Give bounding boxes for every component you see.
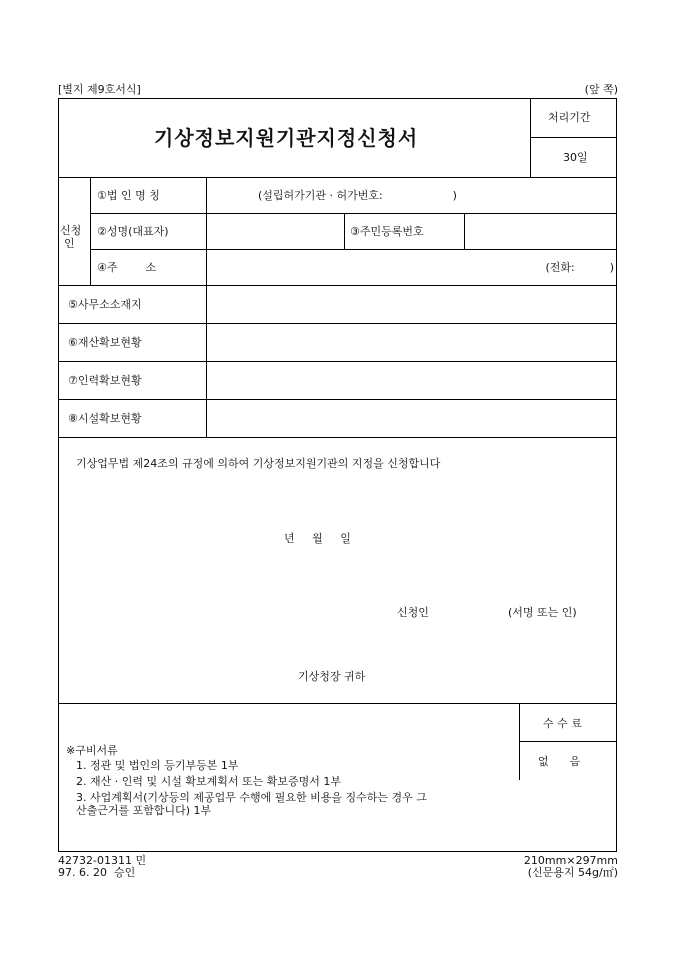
required-document-item: 2. 재산 · 인력 및 시설 확보계획서 또는 확보증명서 1부 <box>76 775 341 788</box>
application-statement: 기상업무법 제24조의 규정에 의하여 기상정보지원기관의 지정을 신청합니다 <box>76 457 441 470</box>
required-documents-heading: ※구비서류 <box>66 744 118 757</box>
fee-label: 수 수 료 <box>543 717 582 730</box>
paper-size: 210mm×297mm <box>523 854 618 867</box>
phone-label: (전화: ) <box>545 261 614 274</box>
corp-name-hint: (설립허가기관 · 허가번호: ) <box>258 189 457 202</box>
processing-period-label: 처리기간 <box>548 111 591 124</box>
row-divider <box>58 177 617 178</box>
recipient-label: 기상청장 귀하 <box>298 670 366 683</box>
page-side-label: (앞 쪽) <box>584 83 618 96</box>
required-document-item: 산출근거를 포함합니다) 1부 <box>76 804 212 817</box>
applicant-signature-label: 신청인 <box>397 606 429 619</box>
row-divider <box>90 249 617 250</box>
fee-value: 없 음 <box>538 755 581 768</box>
col-divider <box>519 703 520 780</box>
staff-status-label: ⑦인력확보현황 <box>68 374 142 387</box>
col-divider <box>90 177 91 285</box>
row-divider <box>58 361 617 362</box>
representative-name-label: ②성명(대표자) <box>97 225 169 238</box>
row-divider <box>58 323 617 324</box>
col-divider <box>464 213 465 249</box>
approval-number: 42732-01311 민 <box>58 854 147 867</box>
row-divider <box>58 399 617 400</box>
required-document-item: 1. 정관 및 법인의 등기부등본 1부 <box>76 759 239 772</box>
required-document-item: 3. 사업계획서(기상등의 제공업무 수행에 필요한 비용을 징수하는 경우 그 <box>76 791 427 804</box>
applicant-group-label: 신청 <box>60 224 82 237</box>
paper-type: (신문용지 54g/㎡) <box>527 866 618 879</box>
office-location-label: ⑤사무소소재지 <box>68 298 142 311</box>
asset-status-label: ⑥재산확보현황 <box>68 336 142 349</box>
col-divider <box>530 98 531 177</box>
approval-date: 97. 6. 20 승인 <box>58 866 136 879</box>
corp-name-label: ①법 인 명 칭 <box>97 189 160 202</box>
row-divider <box>519 741 617 742</box>
processing-period-value: 30일 <box>563 151 588 164</box>
address-label: ④주 소 <box>97 261 157 274</box>
col-divider <box>206 177 207 437</box>
form-frame <box>58 98 617 852</box>
resident-number-label: ③주민등록번호 <box>350 225 424 238</box>
form-title: 기상정보지원기관지정신청서 <box>154 126 419 150</box>
form-number-label: [별지 제9호서식] <box>58 83 141 96</box>
row-divider <box>90 213 617 214</box>
applicant-group-label: 인 <box>64 237 75 250</box>
row-divider <box>530 137 617 138</box>
application-date: 년 월 일 <box>284 532 351 545</box>
row-divider <box>58 285 617 286</box>
col-divider <box>344 213 345 249</box>
facility-status-label: ⑧시설확보현황 <box>68 412 142 425</box>
signature-seal-label: (서명 또는 인) <box>508 606 577 619</box>
row-divider <box>58 437 617 438</box>
row-divider <box>58 703 617 704</box>
